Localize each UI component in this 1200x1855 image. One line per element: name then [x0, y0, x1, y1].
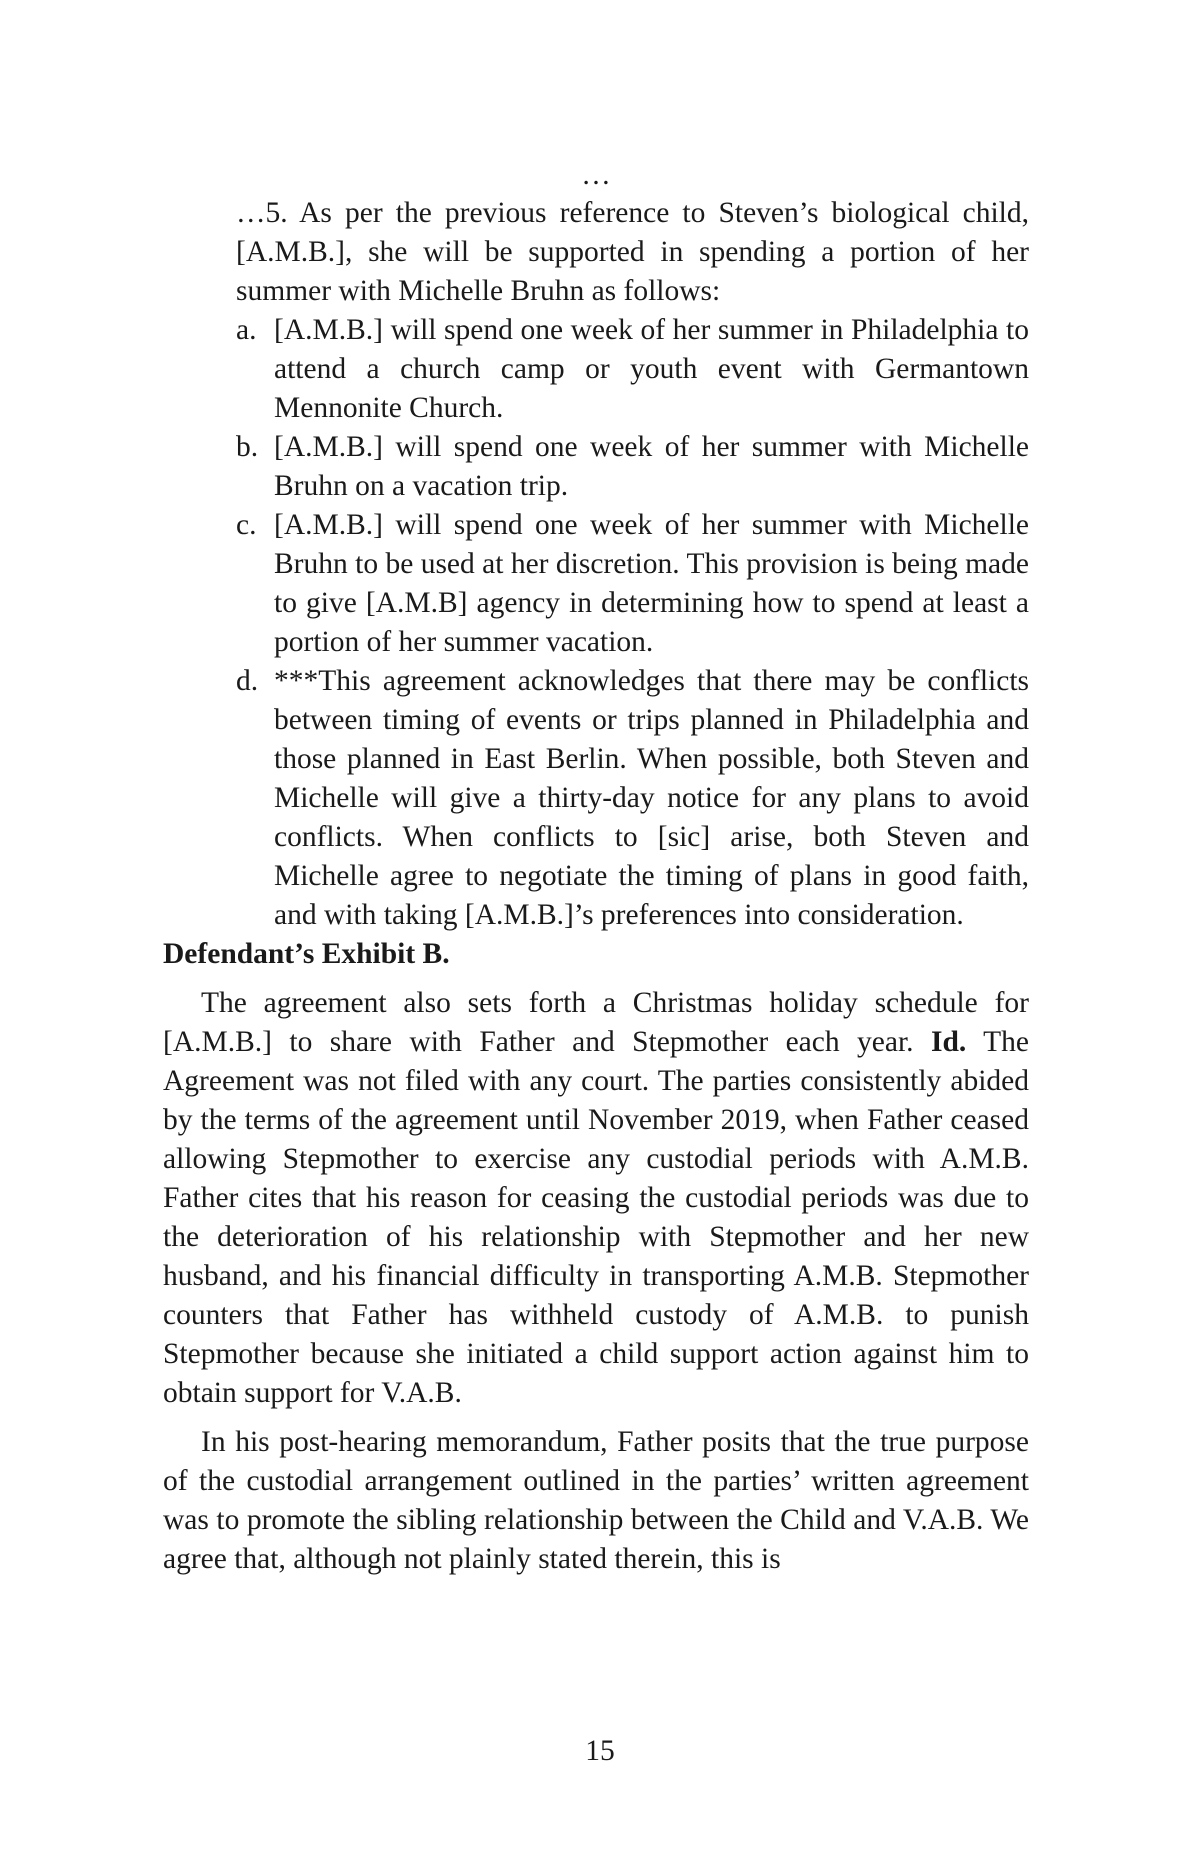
list-marker: c.: [236, 509, 257, 541]
block-quote: [236, 194, 1029, 935]
list-marker: d.: [236, 665, 259, 697]
quote-intro: …5. As per the previous reference to Steven’s biological child, [A.M.B.], she will be supported in spending a portion of her summer with Michelle Bruhn as follows:: [236, 197, 1029, 307]
omission-ellipsis: …: [581, 159, 611, 191]
list-marker: a.: [236, 314, 257, 346]
list-marker: b.: [236, 431, 259, 463]
list-item-text: [A.M.B.] will spend one week of her summer in Philadelphia to attend a church camp or youth event with Germantown Mennonite Church.: [274, 314, 1029, 424]
paragraph-text: The agreement also sets forth a Christmas holiday schedule for [A.M.B.] to share with Father and Stepmother each year.: [163, 987, 1029, 1058]
list-item-text: [A.M.B.] will spend one week of her summer with Michelle Bruhn on a vacation trip.: [274, 431, 1029, 502]
quote-list-item-a: [236, 311, 1029, 428]
document-page: [163, 160, 1029, 1589]
page-number: 15: [585, 1735, 615, 1767]
body-paragraph-1: [163, 984, 1029, 1413]
list-item-text: [A.M.B.] will spend one week of her summer with Michelle Bruhn to be used at her discretion. This provision is being made to give [A.M.B] agency in determining how to spend at least a portion of her summer vacation.: [274, 509, 1029, 658]
paragraph-text: The Agreement was not filed with any court. The parties consistently abided by the terms of the agreement until November 2019, when Father ceased allowing Stepmother to exercise any custodial periods with A.M.B. Father cites that his reason for ceasing the custodial periods was due to the deterioration of his relationship with Stepmother and her new husband, and his financial difficulty in transporting A.M.B. Stepmother counters that Father has withheld custody of A.M.B. to punish Stepmother because she initiated a child support action against him to obtain support for V.A.B.: [163, 1026, 1030, 1409]
quote-list-item-b: [236, 428, 1029, 506]
quote-list-item-d: [236, 662, 1029, 935]
exhibit-citation: Defendant’s Exhibit B.: [163, 938, 450, 970]
list-item-text: ***This agreement acknowledges that there may be conflicts between timing of events or trips planned in Philadelphia and those planned in East Berlin. When possible, both Steven and Michelle will give a thirty-day notice for any plans to avoid conflicts. When conflicts to [sic] arise, both Steven and Michelle agree to negotiate the timing of plans in good faith, and with taking [A.M.B.]’s preferences into consideration.: [274, 665, 1029, 931]
body-paragraph-2: In his post-hearing memorandum, Father posits that the true purpose of the custodial arrangement outlined in the parties’ written agreement was to promote the sibling relationship between the Child and V.A.B. We agree that, although not plainly stated therein, this is: [163, 1426, 1029, 1575]
id-citation: Id.: [930, 1026, 967, 1058]
quote-list-item-c: [236, 506, 1029, 662]
